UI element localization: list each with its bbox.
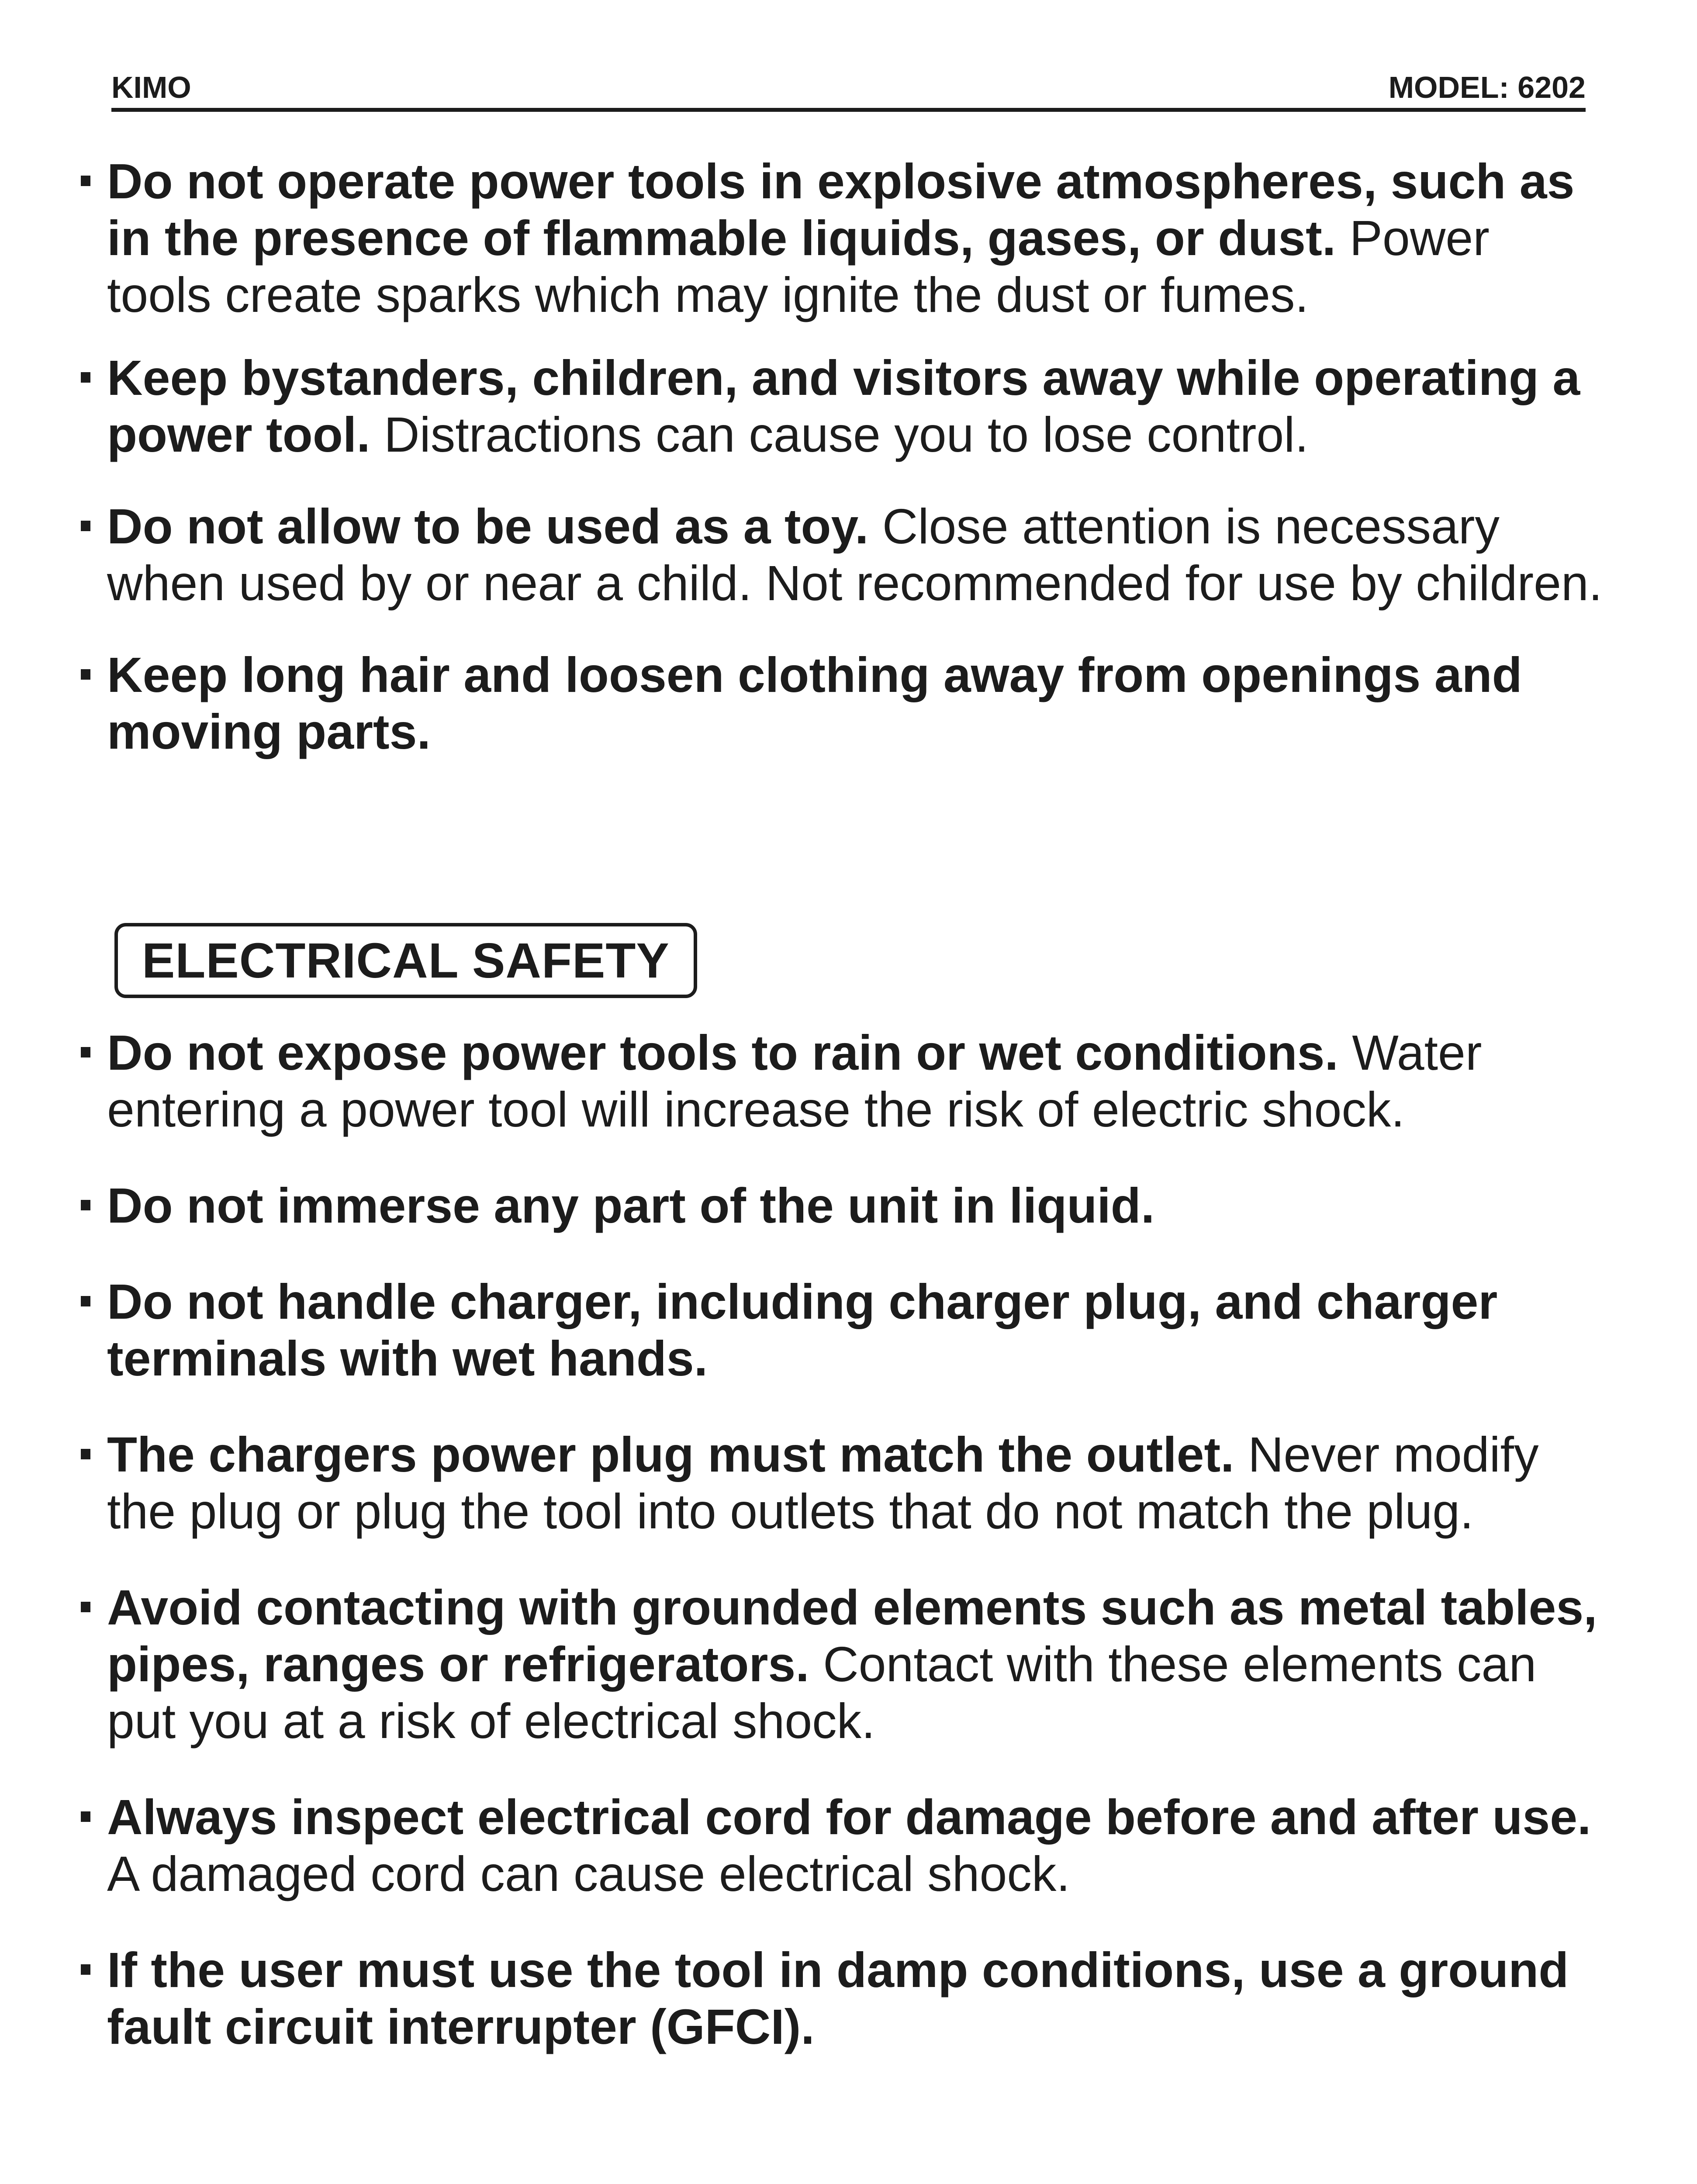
list-item <box>0 1942 1592 2055</box>
item-bold-text: Avoid contacting with grounded elements such as metal tables, pipes, ranges or refrigerators. <box>107 1580 1597 1692</box>
item-normal-text: Close attention is necessary when used by or near a child. Not recommended for use by children. <box>107 499 1603 611</box>
general-safety-list <box>0 153 1697 760</box>
item-normal-text: Distractions can cause you to lose control. <box>384 407 1309 462</box>
item-bold-text: Always inspect electrical cord for damage before and after use. <box>107 1790 1591 1845</box>
list-item <box>0 498 1605 612</box>
item-normal-text: A damaged cord can cause electrical shock. <box>107 1846 1070 1901</box>
item-bold-text: Do not immerse any part of the unit in liquid. <box>107 1178 1155 1233</box>
electrical-safety-list <box>0 1024 1697 2055</box>
bullet-icon <box>81 1047 90 1057</box>
list-item <box>0 1426 1592 1540</box>
item-bold-text: Keep bystanders, children, and visitors away while operating a power tool. <box>107 350 1580 462</box>
list-item <box>0 646 1592 760</box>
bullet-icon <box>81 1296 90 1306</box>
list-item <box>0 153 1592 323</box>
item-normal-text: Never modify the plug or plug the tool into outlets that do not match the plug. <box>107 1427 1539 1539</box>
bullet-icon <box>81 372 90 383</box>
page-header <box>111 66 1586 109</box>
bullet-icon <box>81 1964 90 1975</box>
header-divider <box>111 108 1586 112</box>
list-item <box>0 1789 1592 1902</box>
item-bold-text: Do not allow to be used as a toy. <box>107 499 869 554</box>
section-heading-text: ELECTRICAL SAFETY <box>142 933 670 988</box>
list-item <box>0 1579 1605 1749</box>
bullet-icon <box>81 1602 90 1612</box>
item-bold-text: The chargers power plug must match the outlet. <box>107 1427 1234 1482</box>
list-item <box>0 1273 1592 1387</box>
bullet-icon <box>81 1200 90 1210</box>
model-number: MODEL: 6202 <box>1388 70 1586 104</box>
item-normal-text: Power tools create sparks which may ignite the dust or fumes. <box>107 211 1490 322</box>
item-normal-text: Contact with these elements can put you at a risk of electrical shock. <box>107 1637 1537 1749</box>
list-item <box>0 1177 1592 1234</box>
item-normal-text: Water entering a power tool will increase the risk of electric shock. <box>107 1025 1482 1137</box>
list-item <box>0 349 1592 463</box>
item-bold-text: Keep long hair and loosen clothing away from openings and moving parts. <box>107 647 1522 759</box>
bullet-icon <box>81 1811 90 1822</box>
item-bold-text: If the user must use the tool in damp conditions, use a ground fault circuit interrupter (GFCI). <box>107 1942 1569 2054</box>
item-bold-text: Do not handle charger, including charger plug, and charger terminals with wet hands. <box>107 1274 1498 1386</box>
brand-name: KIMO <box>111 70 191 104</box>
item-bold-text: Do not operate power tools in explosive atmospheres, such as in the presence of flammable liquids, gases, or dust. <box>107 154 1575 266</box>
bullet-icon <box>81 1449 90 1459</box>
section-heading <box>114 923 697 998</box>
bullet-icon <box>81 176 90 186</box>
list-item <box>0 1024 1592 1138</box>
bullet-icon <box>81 669 90 680</box>
bullet-icon <box>81 521 90 531</box>
item-bold-text: Do not expose power tools to rain or wet conditions. <box>107 1025 1338 1080</box>
